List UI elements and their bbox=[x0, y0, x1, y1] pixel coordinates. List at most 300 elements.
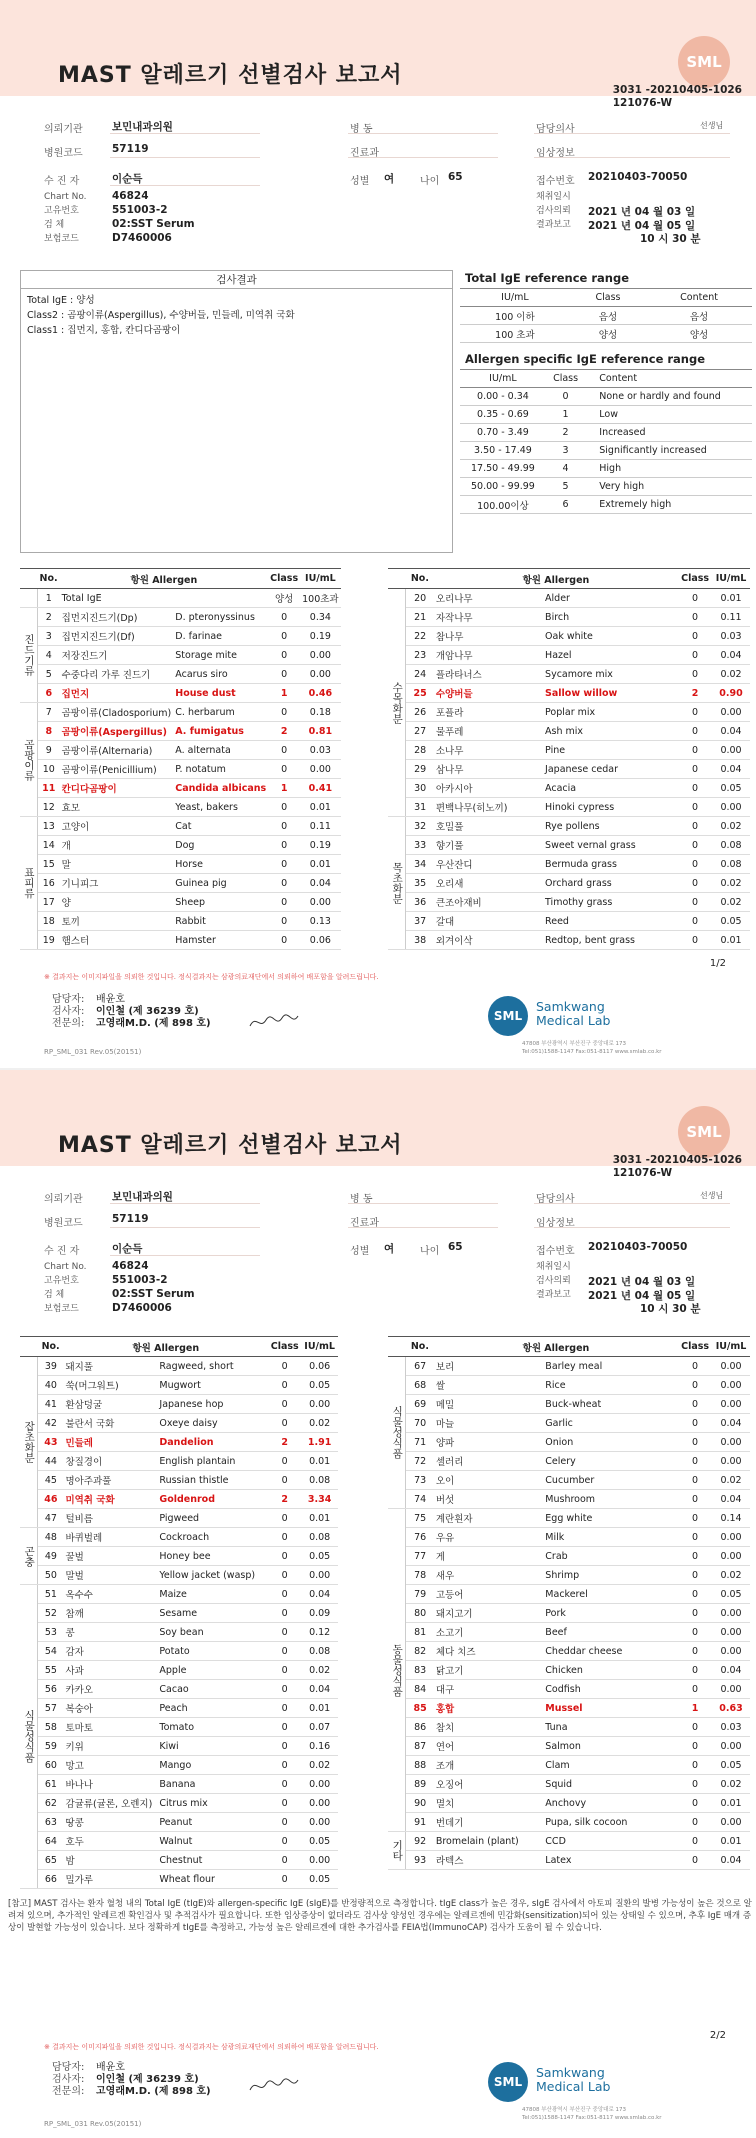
allergen-row bbox=[20, 741, 341, 760]
allergen-name-ko: 집먼지진드기(Df) bbox=[60, 627, 174, 646]
allergen-name-en: Tomato bbox=[157, 1718, 268, 1737]
allergen-name-en: Timothy grass bbox=[543, 893, 678, 912]
allergen-no: 83 bbox=[406, 1661, 434, 1680]
allergen-name-ko: 토끼 bbox=[60, 912, 174, 931]
allergen-iu: 0.01 bbox=[301, 1699, 338, 1718]
allergen-name-en: English plantain bbox=[157, 1452, 268, 1471]
allergen-iu: 3.34 bbox=[301, 1490, 338, 1509]
allergen-no: 9 bbox=[38, 741, 60, 760]
allergen-no: 31 bbox=[406, 798, 434, 817]
allergen-name-ko: 밀가루 bbox=[63, 1870, 157, 1889]
doctor-label: 담당의사 bbox=[536, 124, 575, 135]
allergen-row bbox=[388, 1376, 750, 1395]
allergen-class: 0 bbox=[678, 608, 712, 627]
allergen-iu: 0.02 bbox=[712, 817, 750, 836]
allergen-table-left bbox=[20, 568, 341, 950]
document-number-line-2: 121076-W bbox=[612, 1167, 673, 1179]
result-summary-box bbox=[20, 270, 453, 553]
allergen-name-ko: 포플라 bbox=[434, 703, 543, 722]
allergen-name-en: Anchovy bbox=[543, 1794, 678, 1813]
column-header bbox=[388, 1337, 406, 1357]
allergen-row bbox=[388, 779, 750, 798]
allergen-iu: 0.00 bbox=[712, 1395, 750, 1414]
allergen-no: 90 bbox=[406, 1794, 434, 1813]
allergen-name-ko: 오징어 bbox=[434, 1775, 543, 1794]
lab-address bbox=[522, 2106, 662, 2122]
allergen-iu: 0.19 bbox=[300, 627, 341, 646]
allergen-name-ko: 소나무 bbox=[434, 741, 543, 760]
allergen-name-ko: 아카시아 bbox=[434, 779, 543, 798]
allergen-name-en: Salmon bbox=[543, 1737, 678, 1756]
dept-label: 진료과 bbox=[350, 148, 379, 159]
allergen-name-ko: 버섯 bbox=[434, 1490, 543, 1509]
hospital-label: 의뢰기관 bbox=[44, 1194, 83, 1205]
allergen-name-ko: 기니피그 bbox=[60, 874, 174, 893]
sex-label: 성별 bbox=[350, 176, 370, 187]
allergen-row bbox=[20, 760, 341, 779]
allergen-iu: 0.02 bbox=[712, 665, 750, 684]
sign-value: 이인철 (제 36239 호) bbox=[96, 2074, 199, 2085]
allergen-row bbox=[388, 912, 750, 931]
allergen-row bbox=[20, 665, 341, 684]
allergen-name-en: CCD bbox=[543, 1832, 678, 1851]
allergen-name-ko: 마늘 bbox=[434, 1414, 543, 1433]
signature-icon bbox=[246, 1010, 302, 1032]
allergen-iu: 0.02 bbox=[301, 1756, 338, 1775]
allergen-iu: 0.03 bbox=[300, 741, 341, 760]
allergen-name-ko: 명아주과풀 bbox=[63, 1471, 157, 1490]
allergen-name-ko: 계란흰자 bbox=[434, 1509, 543, 1528]
allergen-no: 56 bbox=[38, 1680, 64, 1699]
allergen-name-en: Cockroach bbox=[157, 1528, 268, 1547]
allergen-class: 0 bbox=[678, 1794, 712, 1813]
allergen-name-en: Garlic bbox=[543, 1414, 678, 1433]
allergen-class: 0 bbox=[678, 1832, 712, 1851]
receipt-value: 20210403-70050 bbox=[588, 1241, 688, 1253]
collected-label: 채취일시 bbox=[536, 192, 571, 202]
allergen-name-en: Cacao bbox=[157, 1680, 268, 1699]
age-value: 65 bbox=[448, 1241, 463, 1253]
allergen-name-ko: 꿀벌 bbox=[63, 1547, 157, 1566]
result-line: Class1 : 집먼지, 홍합, 칸디다곰팡이 bbox=[27, 325, 181, 336]
allergen-iu: 0.05 bbox=[712, 1756, 750, 1775]
allergen-row bbox=[20, 684, 341, 703]
allergen-row bbox=[388, 1547, 750, 1566]
allergen-iu: 0.12 bbox=[301, 1623, 338, 1642]
ref-cell: 0.00 - 0.34 bbox=[460, 388, 546, 406]
doctor-label: 담당의사 bbox=[536, 1194, 575, 1205]
allergen-no: 78 bbox=[406, 1566, 434, 1585]
allergen-iu: 0.13 bbox=[300, 912, 341, 931]
allergen-class: 0 bbox=[268, 1813, 301, 1832]
allergen-iu: 0.16 bbox=[301, 1737, 338, 1756]
allergen-name-ko: 미역취 국화 bbox=[63, 1490, 157, 1509]
allergen-iu: 0.11 bbox=[712, 608, 750, 627]
allergen-class: 0 bbox=[268, 1775, 301, 1794]
allergen-iu: 0.00 bbox=[712, 1452, 750, 1471]
allergen-name-en: Potato bbox=[157, 1642, 268, 1661]
report-page-1 bbox=[0, 0, 756, 1068]
allergen-no: 45 bbox=[38, 1471, 64, 1490]
allergen-no: 3 bbox=[38, 627, 60, 646]
allergen-name-ko: 물푸레 bbox=[434, 722, 543, 741]
allergen-iu: 0.00 bbox=[300, 893, 341, 912]
allergen-name-en: Cat bbox=[173, 817, 268, 836]
document-number bbox=[613, 84, 742, 110]
allergen-no: 43 bbox=[38, 1433, 64, 1452]
allergen-no: 76 bbox=[406, 1528, 434, 1547]
allergen-iu: 0.18 bbox=[300, 703, 341, 722]
allergen-name-en: Sycamore mix bbox=[543, 665, 678, 684]
chart-no-value: 46824 bbox=[112, 1260, 149, 1272]
allergen-name-en: Squid bbox=[543, 1775, 678, 1794]
allergen-row bbox=[388, 1794, 750, 1813]
allergen-name-en: Japanese hop bbox=[157, 1395, 268, 1414]
sign-key: 전문의: bbox=[52, 2086, 85, 2097]
allergen-class: 0 bbox=[268, 798, 300, 817]
column-header: IU/mL bbox=[712, 1337, 750, 1357]
hospital-value: 보민내과의원 bbox=[112, 1191, 173, 1203]
allergen-name-ko: 햄스터 bbox=[60, 931, 174, 950]
allergen-iu: 0.00 bbox=[712, 1528, 750, 1547]
allergen-name-ko: 돼지풀 bbox=[63, 1357, 157, 1376]
allergen-class: 0 bbox=[268, 1395, 301, 1414]
allergen-row bbox=[20, 1832, 338, 1851]
allergen-no: 28 bbox=[406, 741, 434, 760]
allergen-name-en: Pine bbox=[543, 741, 678, 760]
group-label: 곤충 bbox=[20, 1528, 38, 1585]
allergen-no: 79 bbox=[406, 1585, 434, 1604]
allergen-iu: 1.91 bbox=[301, 1433, 338, 1452]
allergen-row bbox=[20, 931, 341, 950]
allergen-name-en: Latex bbox=[543, 1851, 678, 1870]
allergen-iu: 0.08 bbox=[712, 855, 750, 874]
reported-label: 결과보고 bbox=[536, 220, 571, 230]
age-label: 나이 bbox=[420, 1246, 440, 1257]
allergen-name-ko: 참깨 bbox=[63, 1604, 157, 1623]
allergen-no: 44 bbox=[38, 1452, 64, 1471]
ref-cell: 6 bbox=[546, 496, 585, 514]
allergen-class: 0 bbox=[678, 1509, 712, 1528]
allergen-no: 10 bbox=[38, 760, 60, 779]
allergen-name-ko: 키위 bbox=[63, 1737, 157, 1756]
allergen-name-ko: 대구 bbox=[434, 1680, 543, 1699]
allergen-name-ko: 새우 bbox=[434, 1566, 543, 1585]
allergen-name-ko: 돼지고기 bbox=[434, 1604, 543, 1623]
allergen-name-ko: 양파 bbox=[434, 1433, 543, 1452]
result-line: Class2 : 곰팡이류(Aspergillus), 수양버들, 민들레, 미역취 국화 bbox=[27, 310, 295, 321]
allergen-name-en: Barley meal bbox=[543, 1357, 678, 1376]
allergen-name-ko: 환삼덩굴 bbox=[63, 1395, 157, 1414]
doctor-suffix: 선생님 bbox=[700, 121, 724, 130]
allergen-name-en: Bermuda grass bbox=[543, 855, 678, 874]
serial-value: 551003-2 bbox=[112, 204, 168, 216]
allergen-row bbox=[388, 1642, 750, 1661]
allergen-iu: 0.81 bbox=[300, 722, 341, 741]
allergen-iu: 0.04 bbox=[301, 1680, 338, 1699]
allergen-iu: 0.00 bbox=[712, 1376, 750, 1395]
allergen-table-header bbox=[20, 1337, 338, 1357]
allergen-class: 0 bbox=[678, 1851, 712, 1870]
allergen-name-ko: 양 bbox=[60, 893, 174, 912]
group-label: 곰팡이류 bbox=[20, 703, 38, 817]
allergen-row bbox=[20, 1376, 338, 1395]
allergen-no: 16 bbox=[38, 874, 60, 893]
allergen-name-ko: 닭고기 bbox=[434, 1661, 543, 1680]
allergen-iu: 0.03 bbox=[712, 1718, 750, 1737]
allergen-no: 69 bbox=[406, 1395, 434, 1414]
chart-no-label: Chart No. bbox=[44, 192, 87, 202]
footnote: ※ 결과지는 이미지파일을 의뢰한 것입니다. 정식결과지는 삼광의료재단에서 의뢰하여 배포함을 알려드립니다. bbox=[44, 2043, 379, 2051]
allergen-name-ko: 조개 bbox=[434, 1756, 543, 1775]
sex-value: 여 bbox=[384, 1243, 395, 1255]
allergen-no: 71 bbox=[406, 1433, 434, 1452]
allergen-name-en: Shrimp bbox=[543, 1566, 678, 1585]
allergen-no: 53 bbox=[38, 1623, 64, 1642]
allergen-iu: 0.02 bbox=[712, 1775, 750, 1794]
allergen-iu: 0.05 bbox=[712, 1585, 750, 1604]
allergen-name-ko: 참치 bbox=[434, 1718, 543, 1737]
allergen-name-en: Chicken bbox=[543, 1661, 678, 1680]
ref-cell: 1 bbox=[546, 406, 585, 424]
allergen-no: 62 bbox=[38, 1794, 64, 1813]
allergen-row bbox=[20, 703, 341, 722]
allergen-name-en: Peach bbox=[157, 1699, 268, 1718]
allergen-class: 2 bbox=[268, 1433, 301, 1452]
allergen-no: 11 bbox=[38, 779, 60, 798]
allergen-class: 0 bbox=[678, 1737, 712, 1756]
allergen-row bbox=[20, 1737, 338, 1756]
allergen-row bbox=[388, 1832, 750, 1851]
allergen-name-en: P. notatum bbox=[173, 760, 268, 779]
allergen-name-ko: 민들레 bbox=[63, 1433, 157, 1452]
allergen-row bbox=[388, 1699, 750, 1718]
allergen-name-ko: 오리새 bbox=[434, 874, 543, 893]
allergen-name-en: Ash mix bbox=[543, 722, 678, 741]
allergen-no: 27 bbox=[406, 722, 434, 741]
allergen-no: 50 bbox=[38, 1566, 64, 1585]
allergen-class: 1 bbox=[678, 1699, 712, 1718]
allergen-no: 73 bbox=[406, 1471, 434, 1490]
allergen-iu: 0.04 bbox=[712, 1490, 750, 1509]
allergen-class: 0 bbox=[268, 1414, 301, 1433]
allergen-class: 0 bbox=[268, 665, 300, 684]
patient-value: 이순득 bbox=[112, 173, 143, 185]
allergen-iu: 0.00 bbox=[712, 1623, 750, 1642]
document-number-line-2: 121076-W bbox=[612, 97, 673, 109]
allergen-class: 0 bbox=[678, 1414, 712, 1433]
allergen-row bbox=[388, 1623, 750, 1642]
allergen-class: 1 bbox=[268, 684, 300, 703]
allergen-name-en: Yellow jacket (wasp) bbox=[157, 1566, 268, 1585]
allergen-name-ko: 망고 bbox=[63, 1756, 157, 1775]
allergen-iu: 0.02 bbox=[712, 893, 750, 912]
allergen-name-en: Citrus mix bbox=[157, 1794, 268, 1813]
allergen-name-ko: 콩 bbox=[63, 1623, 157, 1642]
allergen-no: 47 bbox=[38, 1509, 64, 1528]
allergen-name-ko: 호두 bbox=[63, 1832, 157, 1851]
column-header: No. bbox=[406, 1337, 434, 1357]
patient-label: 수 진 자 bbox=[44, 176, 80, 187]
allergen-row bbox=[388, 1490, 750, 1509]
allergen-iu: 0.90 bbox=[712, 684, 750, 703]
allergen-no: 5 bbox=[38, 665, 60, 684]
allergen-no: 12 bbox=[38, 798, 60, 817]
allergen-name-en: Goldenrod bbox=[157, 1490, 268, 1509]
allergen-no: 21 bbox=[406, 608, 434, 627]
serial-label: 고유번호 bbox=[44, 206, 79, 216]
allergen-class: 2 bbox=[268, 722, 300, 741]
allergen-name-ko: 자작나무 bbox=[434, 608, 543, 627]
allergen-no: 66 bbox=[38, 1870, 64, 1889]
allergen-table-header bbox=[388, 569, 750, 589]
ref-cell: Low bbox=[585, 406, 752, 424]
ref-cell: 100 초과 bbox=[460, 325, 570, 343]
allergen-class: 0 bbox=[268, 1794, 301, 1813]
allergen-no: 19 bbox=[38, 931, 60, 950]
allergen-row bbox=[388, 1756, 750, 1775]
sex-value: 여 bbox=[384, 173, 395, 185]
allergen-name-ko: 감자 bbox=[63, 1642, 157, 1661]
allergen-iu: 0.01 bbox=[712, 589, 750, 608]
doctor-suffix: 선생님 bbox=[700, 1191, 724, 1200]
allergen-table-right bbox=[388, 568, 750, 950]
allergen-class: 1 bbox=[268, 779, 300, 798]
allergen-row bbox=[388, 1680, 750, 1699]
allergen-row bbox=[20, 798, 341, 817]
allergen-name-ko: Bromelain (plant) bbox=[434, 1832, 543, 1851]
allergen-no: 52 bbox=[38, 1604, 64, 1623]
allergen-name-ko: 고양이 bbox=[60, 817, 174, 836]
allergen-name-en: Wheat flour bbox=[157, 1870, 268, 1889]
allergen-iu: 0.05 bbox=[301, 1376, 338, 1395]
ref-cell: Extremely high bbox=[585, 496, 752, 514]
allergen-no: 49 bbox=[38, 1547, 64, 1566]
ref-cell: 0.35 - 0.69 bbox=[460, 406, 546, 424]
allergen-no: 63 bbox=[38, 1813, 64, 1832]
allergen-class: 0 bbox=[678, 760, 712, 779]
allergen-class: 0 bbox=[678, 1775, 712, 1794]
allergen-name-en: Banana bbox=[157, 1775, 268, 1794]
report-title: MAST 알레르기 선별검사 보고서 bbox=[58, 1133, 403, 1158]
allergen-iu: 0.02 bbox=[301, 1414, 338, 1433]
allergen-name-en: Guinea pig bbox=[173, 874, 268, 893]
allergen-name-en: Rabbit bbox=[173, 912, 268, 931]
allergen-name-ko: 바퀴벌레 bbox=[63, 1528, 157, 1547]
allergen-row bbox=[388, 1452, 750, 1471]
allergen-name-en: Storage mite bbox=[173, 646, 268, 665]
allergen-no: 35 bbox=[406, 874, 434, 893]
column-header: Class bbox=[268, 1337, 301, 1357]
ref-cell: 양성 bbox=[646, 325, 752, 343]
allergen-name-ko: 옥수수 bbox=[63, 1585, 157, 1604]
checked-label: 검사의뢰 bbox=[536, 206, 571, 216]
allergen-no: 57 bbox=[38, 1699, 64, 1718]
column-header: IU/mL bbox=[300, 569, 341, 589]
allergen-iu: 0.04 bbox=[712, 760, 750, 779]
allergen-class: 0 bbox=[268, 1623, 301, 1642]
checked-value: 2021 년 04 월 03 일 bbox=[588, 206, 696, 218]
allergen-class: 0 bbox=[268, 703, 300, 722]
allergen-name-ko: 말벌 bbox=[63, 1566, 157, 1585]
allergen-name-en: Peanut bbox=[157, 1813, 268, 1832]
allergen-no: 74 bbox=[406, 1490, 434, 1509]
allergen-class: 0 bbox=[268, 912, 300, 931]
allergen-iu: 0.07 bbox=[301, 1718, 338, 1737]
allergen-name-en: D. farinae bbox=[173, 627, 268, 646]
ref-cell: Very high bbox=[585, 478, 752, 496]
allergen-iu: 0.02 bbox=[712, 874, 750, 893]
allergen-no: 32 bbox=[406, 817, 434, 836]
allergen-class: 0 bbox=[678, 1452, 712, 1471]
hospital-code-label: 병원코드 bbox=[44, 1218, 83, 1229]
ref-head: IU/mL bbox=[460, 289, 570, 307]
allergen-iu: 0.00 bbox=[300, 760, 341, 779]
column-header: Class bbox=[678, 569, 712, 589]
allergen-no: 75 bbox=[406, 1509, 434, 1528]
form-number: RP_SML_031 Rev.05(20151) bbox=[44, 1048, 142, 1056]
allergen-row bbox=[388, 608, 750, 627]
allergen-class: 0 bbox=[678, 589, 712, 608]
column-header: 항원 Allergen bbox=[60, 569, 269, 589]
allergen-iu: 0.04 bbox=[712, 1661, 750, 1680]
hospital-code-value: 57119 bbox=[112, 1213, 149, 1225]
allergen-name-ko: 참나무 bbox=[434, 627, 543, 646]
allergen-name-ko: 우산잔디 bbox=[434, 855, 543, 874]
specimen-label: 검 체 bbox=[44, 1290, 65, 1300]
ref-row bbox=[460, 496, 752, 514]
allergen-class: 0 bbox=[678, 874, 712, 893]
allergen-class: 0 bbox=[678, 1718, 712, 1737]
allergen-name-en: Ragweed, short bbox=[157, 1357, 268, 1376]
allergen-no: 65 bbox=[38, 1851, 64, 1870]
allergen-name-en: Milk bbox=[543, 1528, 678, 1547]
allergen-row bbox=[388, 684, 750, 703]
allergen-name-ko: 쑥(머그워트) bbox=[63, 1376, 157, 1395]
allergen-name-en: Orchard grass bbox=[543, 874, 678, 893]
allergen-no: 93 bbox=[406, 1851, 434, 1870]
allergen-row bbox=[20, 1566, 338, 1585]
patient-info bbox=[44, 116, 734, 266]
allergen-class: 0 bbox=[268, 1661, 301, 1680]
allergen-row bbox=[20, 1471, 338, 1490]
allergen-class: 0 bbox=[678, 1661, 712, 1680]
allergen-class: 0 bbox=[678, 627, 712, 646]
allergen-no: 29 bbox=[406, 760, 434, 779]
dept-label: 진료과 bbox=[350, 1218, 379, 1229]
allergen-iu: 0.08 bbox=[301, 1642, 338, 1661]
allergen-no: 68 bbox=[406, 1376, 434, 1395]
column-header: No. bbox=[38, 1337, 64, 1357]
allergen-row bbox=[388, 1471, 750, 1490]
allergen-no: 7 bbox=[38, 703, 60, 722]
allergen-iu: 0.00 bbox=[301, 1794, 338, 1813]
allergen-no: 70 bbox=[406, 1414, 434, 1433]
reported-value: 2021 년 04 월 05 일 bbox=[588, 220, 696, 232]
allergen-name-en: Redtop, bent grass bbox=[543, 931, 678, 950]
allergen-class: 0 bbox=[268, 893, 300, 912]
allergen-row bbox=[20, 1661, 338, 1680]
allergen-name-en: Pupa, silk cocoon bbox=[543, 1813, 678, 1832]
allergen-row bbox=[20, 1623, 338, 1642]
allergen-class: 0 bbox=[268, 1699, 301, 1718]
allergen-name-en: Kiwi bbox=[157, 1737, 268, 1756]
allergen-name-en: Poplar mix bbox=[543, 703, 678, 722]
allergen-class: 0 bbox=[678, 1547, 712, 1566]
allergen-iu: 0.46 bbox=[300, 684, 341, 703]
allergen-class: 0 bbox=[678, 817, 712, 836]
allergen-row bbox=[388, 627, 750, 646]
